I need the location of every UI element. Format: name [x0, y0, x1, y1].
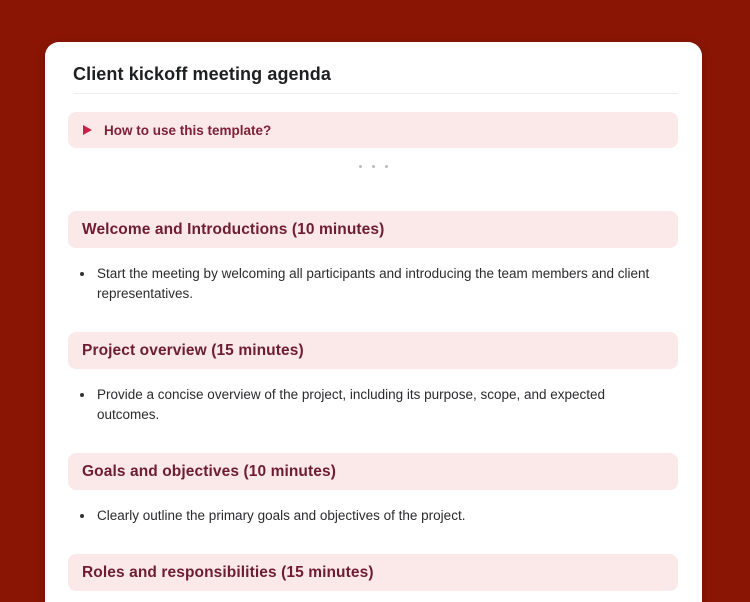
list-item: [80, 506, 678, 526]
list-item: [80, 264, 678, 304]
list-item-text: Start the meeting by welcoming all participants and introducing the team members and client representatives.: [97, 266, 650, 301]
document-card: [45, 42, 702, 602]
list-item: [80, 385, 678, 425]
section-welcome: [68, 211, 678, 304]
section-goals: [68, 453, 678, 526]
section-heading-project-overview: Project overview (15 minutes): [68, 332, 678, 369]
list-item-text: Provide a concise overview of the project, including its purpose, scope, and expected outcomes.: [97, 387, 606, 422]
collapsed-content-indicator[interactable]: [68, 160, 678, 172]
section-heading-welcome: Welcome and Introductions (10 minutes): [68, 211, 678, 248]
bullet-icon: [80, 514, 84, 518]
how-to-use-toggle[interactable]: [68, 112, 678, 148]
document-title: Client kickoff meeting agenda: [73, 64, 331, 84]
section-heading-roles: Roles and responsibilities (15 minutes): [68, 554, 678, 591]
play-triangle-icon: [83, 125, 92, 135]
title-divider: [73, 93, 678, 94]
section-heading-goals: Goals and objectives (10 minutes): [68, 453, 678, 490]
section-project-overview: [68, 332, 678, 425]
three-dots-icon: [372, 165, 375, 168]
three-dots-icon: [385, 165, 388, 168]
bullet-icon: [80, 272, 84, 276]
how-to-use-toggle-label: How to use this template?: [104, 122, 272, 138]
bullet-icon: [80, 393, 84, 397]
section-roles: [68, 554, 678, 591]
three-dots-icon: [359, 165, 362, 168]
list-item-text: Clearly outline the primary goals and objectives of the project.: [97, 508, 466, 523]
